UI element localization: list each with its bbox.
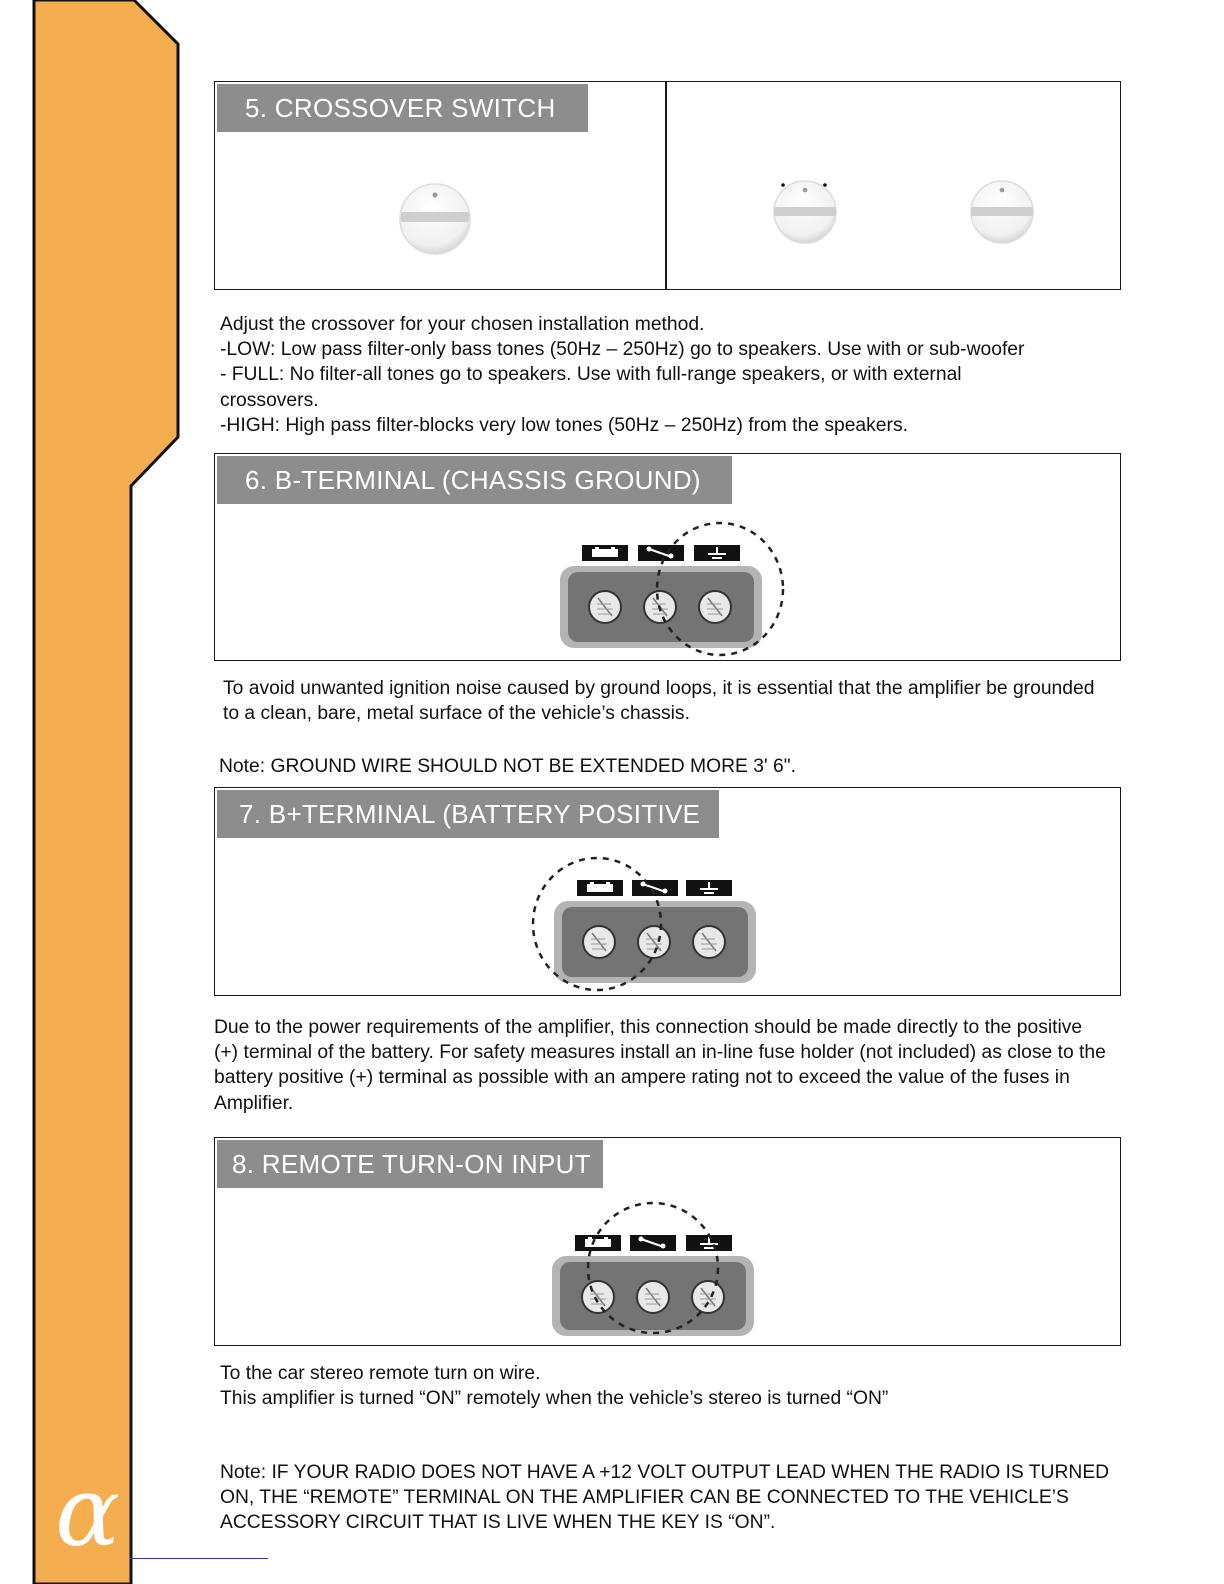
remote-line-1: To the car stereo remote turn on wire.	[220, 1363, 541, 1384]
crossover-knob-middle[interactable]	[769, 175, 841, 247]
b-minus-title: 6. B-TERMINAL (CHASSIS GROUND)	[217, 456, 732, 504]
alpha-logo: α	[55, 1456, 120, 1568]
panel-divider	[665, 82, 667, 289]
terminal-screw	[699, 591, 731, 623]
crossover-knob-right[interactable]	[966, 175, 1038, 247]
crossover-line-intro: Adjust the crossover for your chosen installation method.	[220, 314, 705, 335]
remote-line-2: This amplifier is turned “ON” remotely when the vehicle’s stereo is turned “ON”	[220, 1388, 889, 1410]
b-minus-note: Note: GROUND WIRE SHOULD NOT BE EXTENDED MORE 3' 6".	[219, 756, 796, 777]
terminal-screw	[583, 926, 615, 958]
crossover-line-low: -LOW: Low pass filter-only bass tones (50Hz – 250Hz) go to speakers. Use with or sub-woofer	[220, 339, 1025, 361]
terminal-screw	[582, 1281, 614, 1313]
crossover-knob-left[interactable]	[395, 180, 475, 260]
remote-description	[220, 1361, 1120, 1411]
b-plus-terminal-diagram	[525, 853, 770, 998]
terminal-screw	[638, 926, 670, 958]
terminal-screw	[637, 1281, 669, 1313]
b-plus-title: 7. B+TERMINAL (BATTERY POSITIVE	[217, 790, 719, 838]
b-plus-description: Due to the power requirements of the amplifier, this connection should be made directly to the positive (+) terminal of the battery. For safety measures install an in-line fuse holder (not included) as close to the battery positive (+) terminal as possible with an ampere rating not to exceed the value of the fuses in Amplifier.	[214, 1017, 1106, 1114]
crossover-title: 5. CROSSOVER SWITCH	[217, 84, 588, 132]
side-accent-band	[0, 0, 190, 1584]
terminal-screw	[693, 926, 725, 958]
terminal-screw	[589, 591, 621, 623]
crossover-description	[220, 312, 1120, 438]
side-band-shape	[34, 0, 178, 1584]
b-minus-description: To avoid unwanted ignition noise caused by ground loops, it is essential that the amplifier be grounded to a clean, bare, metal surface of the vehicle’s chassis.	[223, 678, 1095, 725]
terminal-screw	[692, 1281, 724, 1313]
crossover-line-full: - FULL: No filter-all tones go to speakers. Use with full-range speakers, or with external crossovers.	[220, 364, 962, 411]
footer-rule	[130, 1558, 268, 1559]
remote-title: 8. REMOTE TURN-ON INPUT	[217, 1140, 603, 1188]
remote-note: Note: IF YOUR RADIO DOES NOT HAVE A +12 VOLT OUTPUT LEAD WHEN THE RADIO IS TURNED ON, THE “REMOTE” TERMINAL ON THE AMPLIFIER CAN BE CONNECTED TO THE VEHICLE’S ACCESSORY CIRCUIT THAT IS LIVE WHEN THE KEY IS “ON”.	[220, 1462, 1110, 1534]
crossover-line-high: -HIGH: High pass filter-blocks very low tones (50Hz – 250Hz) from the speakers.	[220, 414, 908, 436]
remote-terminal-diagram	[548, 1198, 788, 1343]
b-minus-terminal-diagram	[555, 518, 795, 663]
